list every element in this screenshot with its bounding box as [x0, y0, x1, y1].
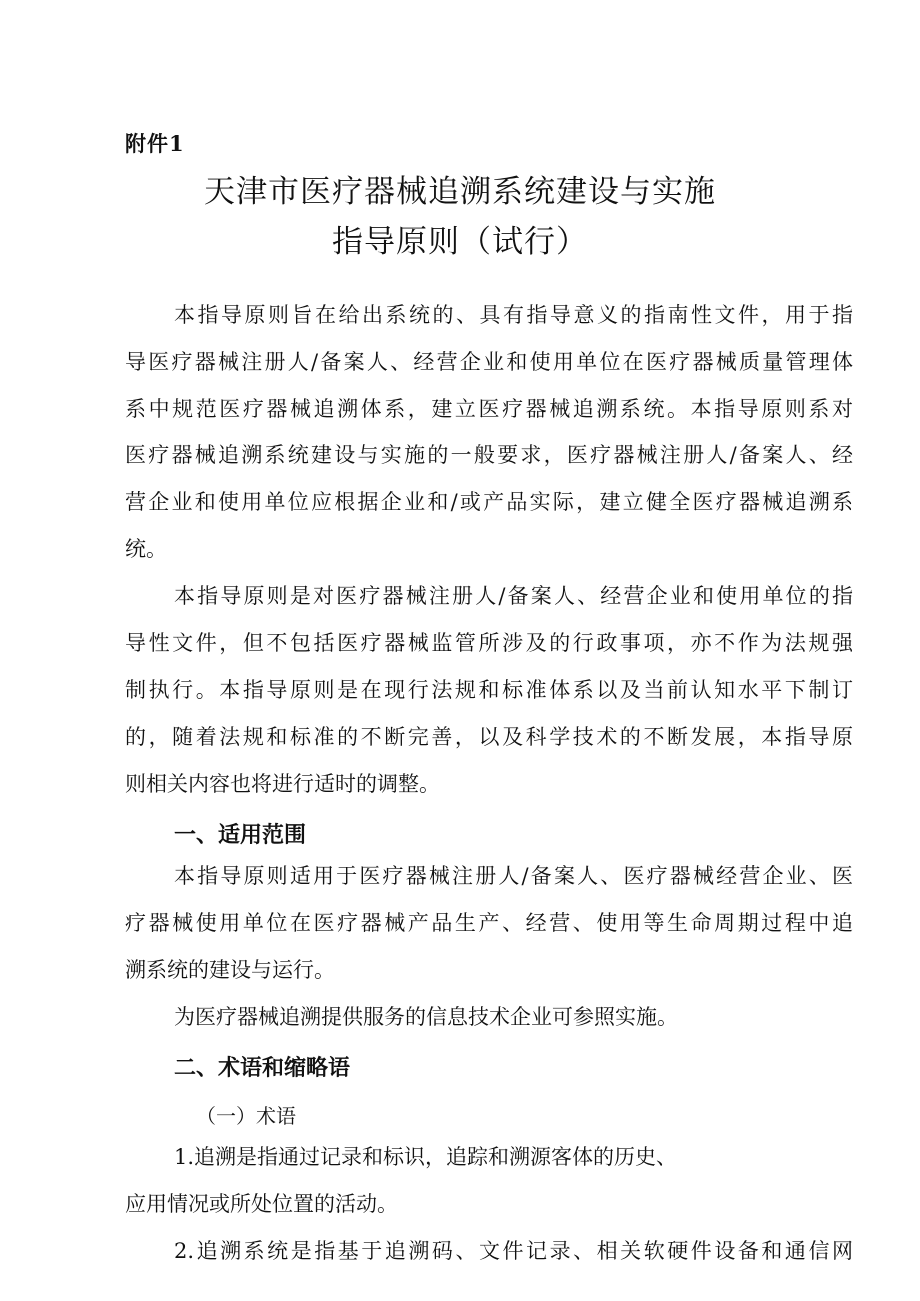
paragraph-2-line: 的，随着法规和标准的不断完善，以及科学技术的不断发展，本指导原	[125, 725, 853, 749]
document-title-line-1: 天津市医疗器械追溯系统建设与实施	[204, 174, 716, 210]
paragraph-2-line: 本指导原则是对医疗器械注册人/备案人、经营企业和使用单位的指	[174, 584, 853, 608]
paragraph-2-line: 导性文件，但不包括医疗器械监管所涉及的行政事项，亦不作为法规强	[125, 631, 853, 655]
term-1-line: 应用情况或所处位置的活动。	[125, 1192, 398, 1216]
paragraph-4: 为医疗器械追溯提供服务的信息技术企业可参照实施。	[174, 1005, 678, 1029]
paragraph-3-line: 溯系统的建设与运行。	[125, 958, 335, 982]
document-title-line-2: 指导原则（试行）	[332, 224, 588, 260]
paragraph-1-line: 本指导原则旨在给出系统的、具有指导意义的指南性文件，用于指	[174, 303, 853, 327]
attachment-label: 附件1	[125, 131, 185, 156]
paragraph-2-line: 制执行。本指导原则是在现行法规和标准体系以及当前认知水平下制订	[125, 678, 853, 702]
section-heading-terms: 二、术语和缩略语	[174, 1056, 351, 1081]
subsection-heading-terms: （一）术语	[196, 1104, 296, 1128]
paragraph-1-line: 系中规范医疗器械追溯体系，建立医疗器械追溯系统。本指导原则系对	[125, 397, 853, 421]
paragraph-1-line: 导医疗器械注册人/备案人、经营企业和使用单位在医疗器械质量管理体	[125, 350, 853, 374]
term-2-line: 2.追溯系统是指基于追溯码、文件记录、相关软硬件设备和通信网	[174, 1239, 853, 1263]
paragraph-3-line: 本指导原则适用于医疗器械注册人/备案人、医疗器械经营企业、医	[174, 864, 853, 888]
section-heading-scope: 一、适用范围	[174, 823, 307, 848]
paragraph-3-line: 疗器械使用单位在医疗器械产品生产、经营、使用等生命周期过程中追	[125, 911, 853, 935]
paragraph-1-line: 营企业和使用单位应根据企业和/或产品实际，建立健全医疗器械追溯系	[125, 490, 853, 514]
term-1-line: 1.追溯是指通过记录和标识，追踪和溯源客体的历史、	[174, 1145, 678, 1169]
paragraph-1-line: 统。	[125, 537, 167, 561]
paragraph-2-line: 则相关内容也将进行适时的调整。	[125, 772, 440, 796]
paragraph-1-line: 医疗器械追溯系统建设与实施的一般要求，医疗器械注册人/备案人、经	[125, 443, 853, 467]
